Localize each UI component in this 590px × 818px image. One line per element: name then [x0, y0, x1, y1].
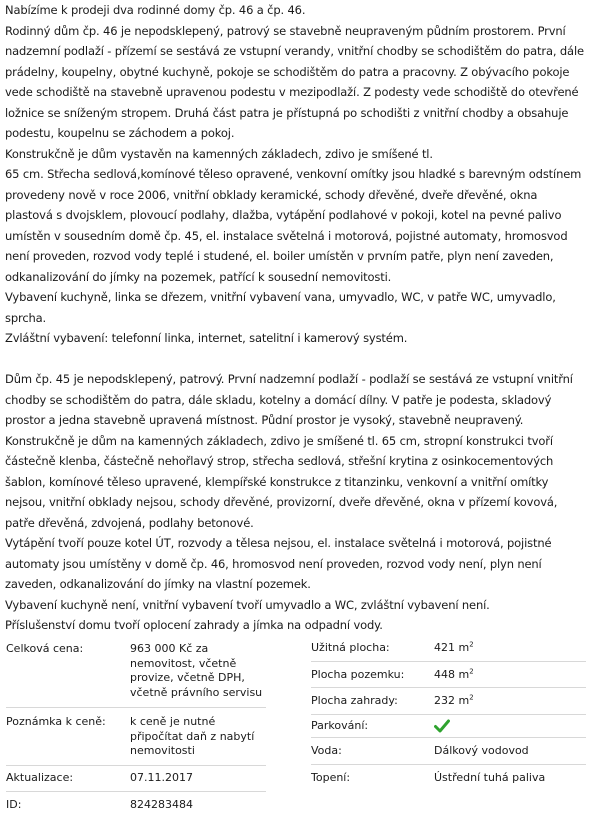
updated-label: Aktualizace: [6, 770, 74, 784]
price-value: 963 000 Kč za nemovitost, včetně provize, včetně DPH, včetně právního servisu [130, 642, 263, 699]
house-45-kitchen-paragraph: Vybavení kuchyně není, vnitřní vybavení tvoří umyvadlo a WC, zvláštní vybavení není. [5, 597, 490, 612]
house-45-layout-paragraph: Dům čp. 45 je nepodsklepený, patrový. První nadzemní podlaží - podlaží se sestává ze vstupní vnitřní chodby se schodištěm do patra, dále skladu, kotelny a domácí dílny. V patře je podesta, skladový prostor a jedna stavebně upravená místnost. Půdní prostor je vysoký, stavebně neupravený. [5, 372, 573, 427]
house-46-construction-intro: Konstrukčně je dům vystavěn na kamenných základech, zdivo je smíšené tl. [5, 146, 433, 161]
usable-area-label: Užitná plocha: [311, 641, 390, 654]
plot-area-label: Plocha pozemku: [311, 667, 405, 681]
garden-area-row [311, 688, 586, 715]
check-icon [434, 719, 450, 733]
updated-value: 07.11.2017 [130, 770, 193, 784]
intro-paragraph: Nabízíme k prodeji dva rodinné domy čp. 46 a čp. 46. [5, 3, 306, 17]
price-note-value: k ceně je nutné připočítat daň z nabytí nemovitosti [130, 715, 255, 757]
price-facts-table [6, 636, 266, 818]
usable-area-value: 421 $m^2$ [434, 640, 474, 654]
house-45-heating-paragraph: Vytápění tvoří pouze kotel ÚT, rozvody a tělesa nejsou, el. instalace světelná i motorová, pojistné automaty jsou umístěny v domě čp. 46, hromosvod není proveden, rozvod vody není, plyn není zaveden, odkanalizování do jímky na vlastní pozemek. [5, 536, 552, 591]
parking-label: Parkování: [311, 718, 369, 732]
house-46-layout-paragraph: Rodinný dům čp. 46 je nepodsklepený, patrový se stavebně neupraveným půdním prostorem. První nadzemní podlaží - přízemí se sestává ze vstupní verandy, vnitřní chodby se schodištěm do patra, dále prádelny, koupelny, obytné kuchyně, pokoje se schodištěm do patra a pracovny. Z obývacího pokoje vede schodiště na stavebně upravenou podestu v mezipodlaží. Z podesty vede schodiště do otevřené ložnice se sníženým stropem. Druhá část patra je přístupná po schodišti z vnitřní chodby a obsahuje podestu, koupelnu se záchodem a pokoj. [5, 23, 584, 140]
house-46-kitchen-paragraph: Vybavení kuchyně, linka se dřezem, vnitřní vybavení vana, umyvadlo, WC, v patře WC, umyvadlo, sprcha. [5, 290, 556, 325]
heating-label: Topení: [311, 770, 351, 784]
property-facts-table [311, 636, 586, 790]
water-row [311, 738, 586, 765]
price-row [6, 636, 266, 708]
house-46-construction-paragraph: 65 cm. Střecha sedlová,komínové těleso opravené, venkovní omítky jsou hladké s barevným odstínem provedeny nově v roce 2006, vnitřní obklady keramické, schody dřevěné, dveře dřevěné, okna plastová s dvojsklem, plovoucí podlahy, dlažba, vytápění podlahové v pokoji, kotel na pevné palivo umístěn v sousedním domě čp. 45, el. instalace světelná i motorová, pojistné automaty, hromosvod není proveden, rozvod vody teplé i studené, el. boiler umístěn v prvním patře, plyn není zaveden, odkanalizování do jímky na pozemek, patřící k sousední nemovitosti. [5, 167, 582, 284]
plot-area-row [311, 662, 586, 689]
property-description [5, 0, 587, 636]
house-45-accessories-paragraph: Příslušenství domu tvoří oplocení zahrady a jímka na odpadní vody. [5, 618, 383, 632]
water-label: Voda: [311, 744, 342, 757]
house-46-extras-paragraph: Zvláštní vybavení: telefonní linka, internet, satelitní i kamerový systém. [5, 331, 408, 345]
price-note-label: Poznámka k ceně: [6, 715, 106, 728]
usable-area-row [311, 636, 586, 662]
heating-value: Ústřední tuhá paliva [434, 770, 546, 784]
price-note-row [6, 708, 266, 766]
id-value: 824283484 [130, 798, 193, 811]
paragraph-gap [5, 349, 587, 370]
id-label: ID: [6, 798, 22, 811]
plot-area-value: 448 $m^2$ [434, 666, 474, 681]
garden-area-value: 232 $m^2$ [434, 693, 474, 707]
id-row [6, 792, 266, 818]
garden-area-label: Plocha zahrady: [311, 694, 398, 707]
house-45-construction-paragraph: Konstrukčně je dům na kamenných základech, zdivo je smíšené tl. 65 cm, stropní konstrukci tvoří částečně klenba, částečně nehořlavý strop, střecha sedlová, střešní krytina z osinkocementových šablon, komínové těleso upravené, klempířské konstrukce z titanzinku, venkovní a vnitřní omítky nejsou, vnitřní obklady nejsou, schody dřevěné, provizorní, dveře dřevěné, okna v přízemí kovová, patře dřevěná, zdvojená, podlahy betonové. [5, 433, 558, 530]
updated-row [6, 766, 266, 793]
parking-row [311, 715, 586, 739]
water-value: Dálkový vodovod [434, 744, 529, 757]
price-label: Celková cena: [6, 642, 84, 655]
heating-row [311, 765, 586, 791]
